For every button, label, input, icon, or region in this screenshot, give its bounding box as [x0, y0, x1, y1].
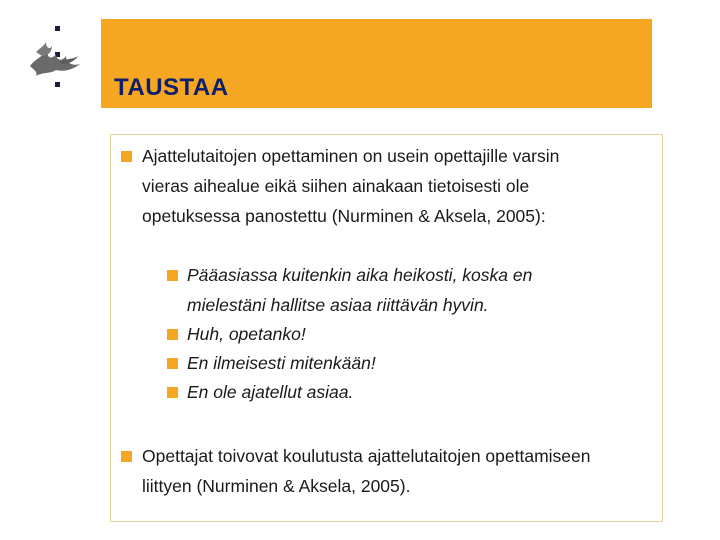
bullet1-line2: vieras aihealue eikä siihen ainakaan tietoisesti ole — [142, 176, 530, 196]
sub-bullet-marker — [167, 329, 178, 340]
sub-bullet3: En ilmeisesti mitenkään! — [187, 353, 376, 373]
bullet-marker — [121, 451, 132, 462]
bullet2-line1: Opettajat toivovat koulutusta ajattelutaitojen opettamiseen — [142, 446, 591, 466]
sub-bullet-marker — [167, 270, 178, 281]
flame-logo-icon — [22, 22, 92, 100]
university-logo — [22, 22, 92, 100]
bullet-marker — [121, 151, 132, 162]
bullet1-line3: opetuksessa panostettu (Nurminen & Aksela, 2005): — [142, 206, 546, 226]
bullet1-line1: Ajattelutaitojen opettaminen on usein opettajille varsin — [142, 146, 560, 166]
sub-bullet1-line2: mielestäni hallitse asiaa riittävän hyvin. — [187, 295, 489, 315]
sub-bullet4: En ole ajatellut asiaa. — [187, 382, 354, 402]
sub-bullet2: Huh, opetanko! — [187, 324, 306, 344]
sub-bullet-marker — [167, 387, 178, 398]
sub-bullet1-line1: Pääasiassa kuitenkin aika heikosti, koska en — [187, 265, 533, 285]
slide-title: TAUSTAA — [114, 74, 229, 101]
bullet2-line2: liittyen (Nurminen & Aksela, 2005). — [142, 476, 411, 496]
sub-bullet-marker — [167, 358, 178, 369]
